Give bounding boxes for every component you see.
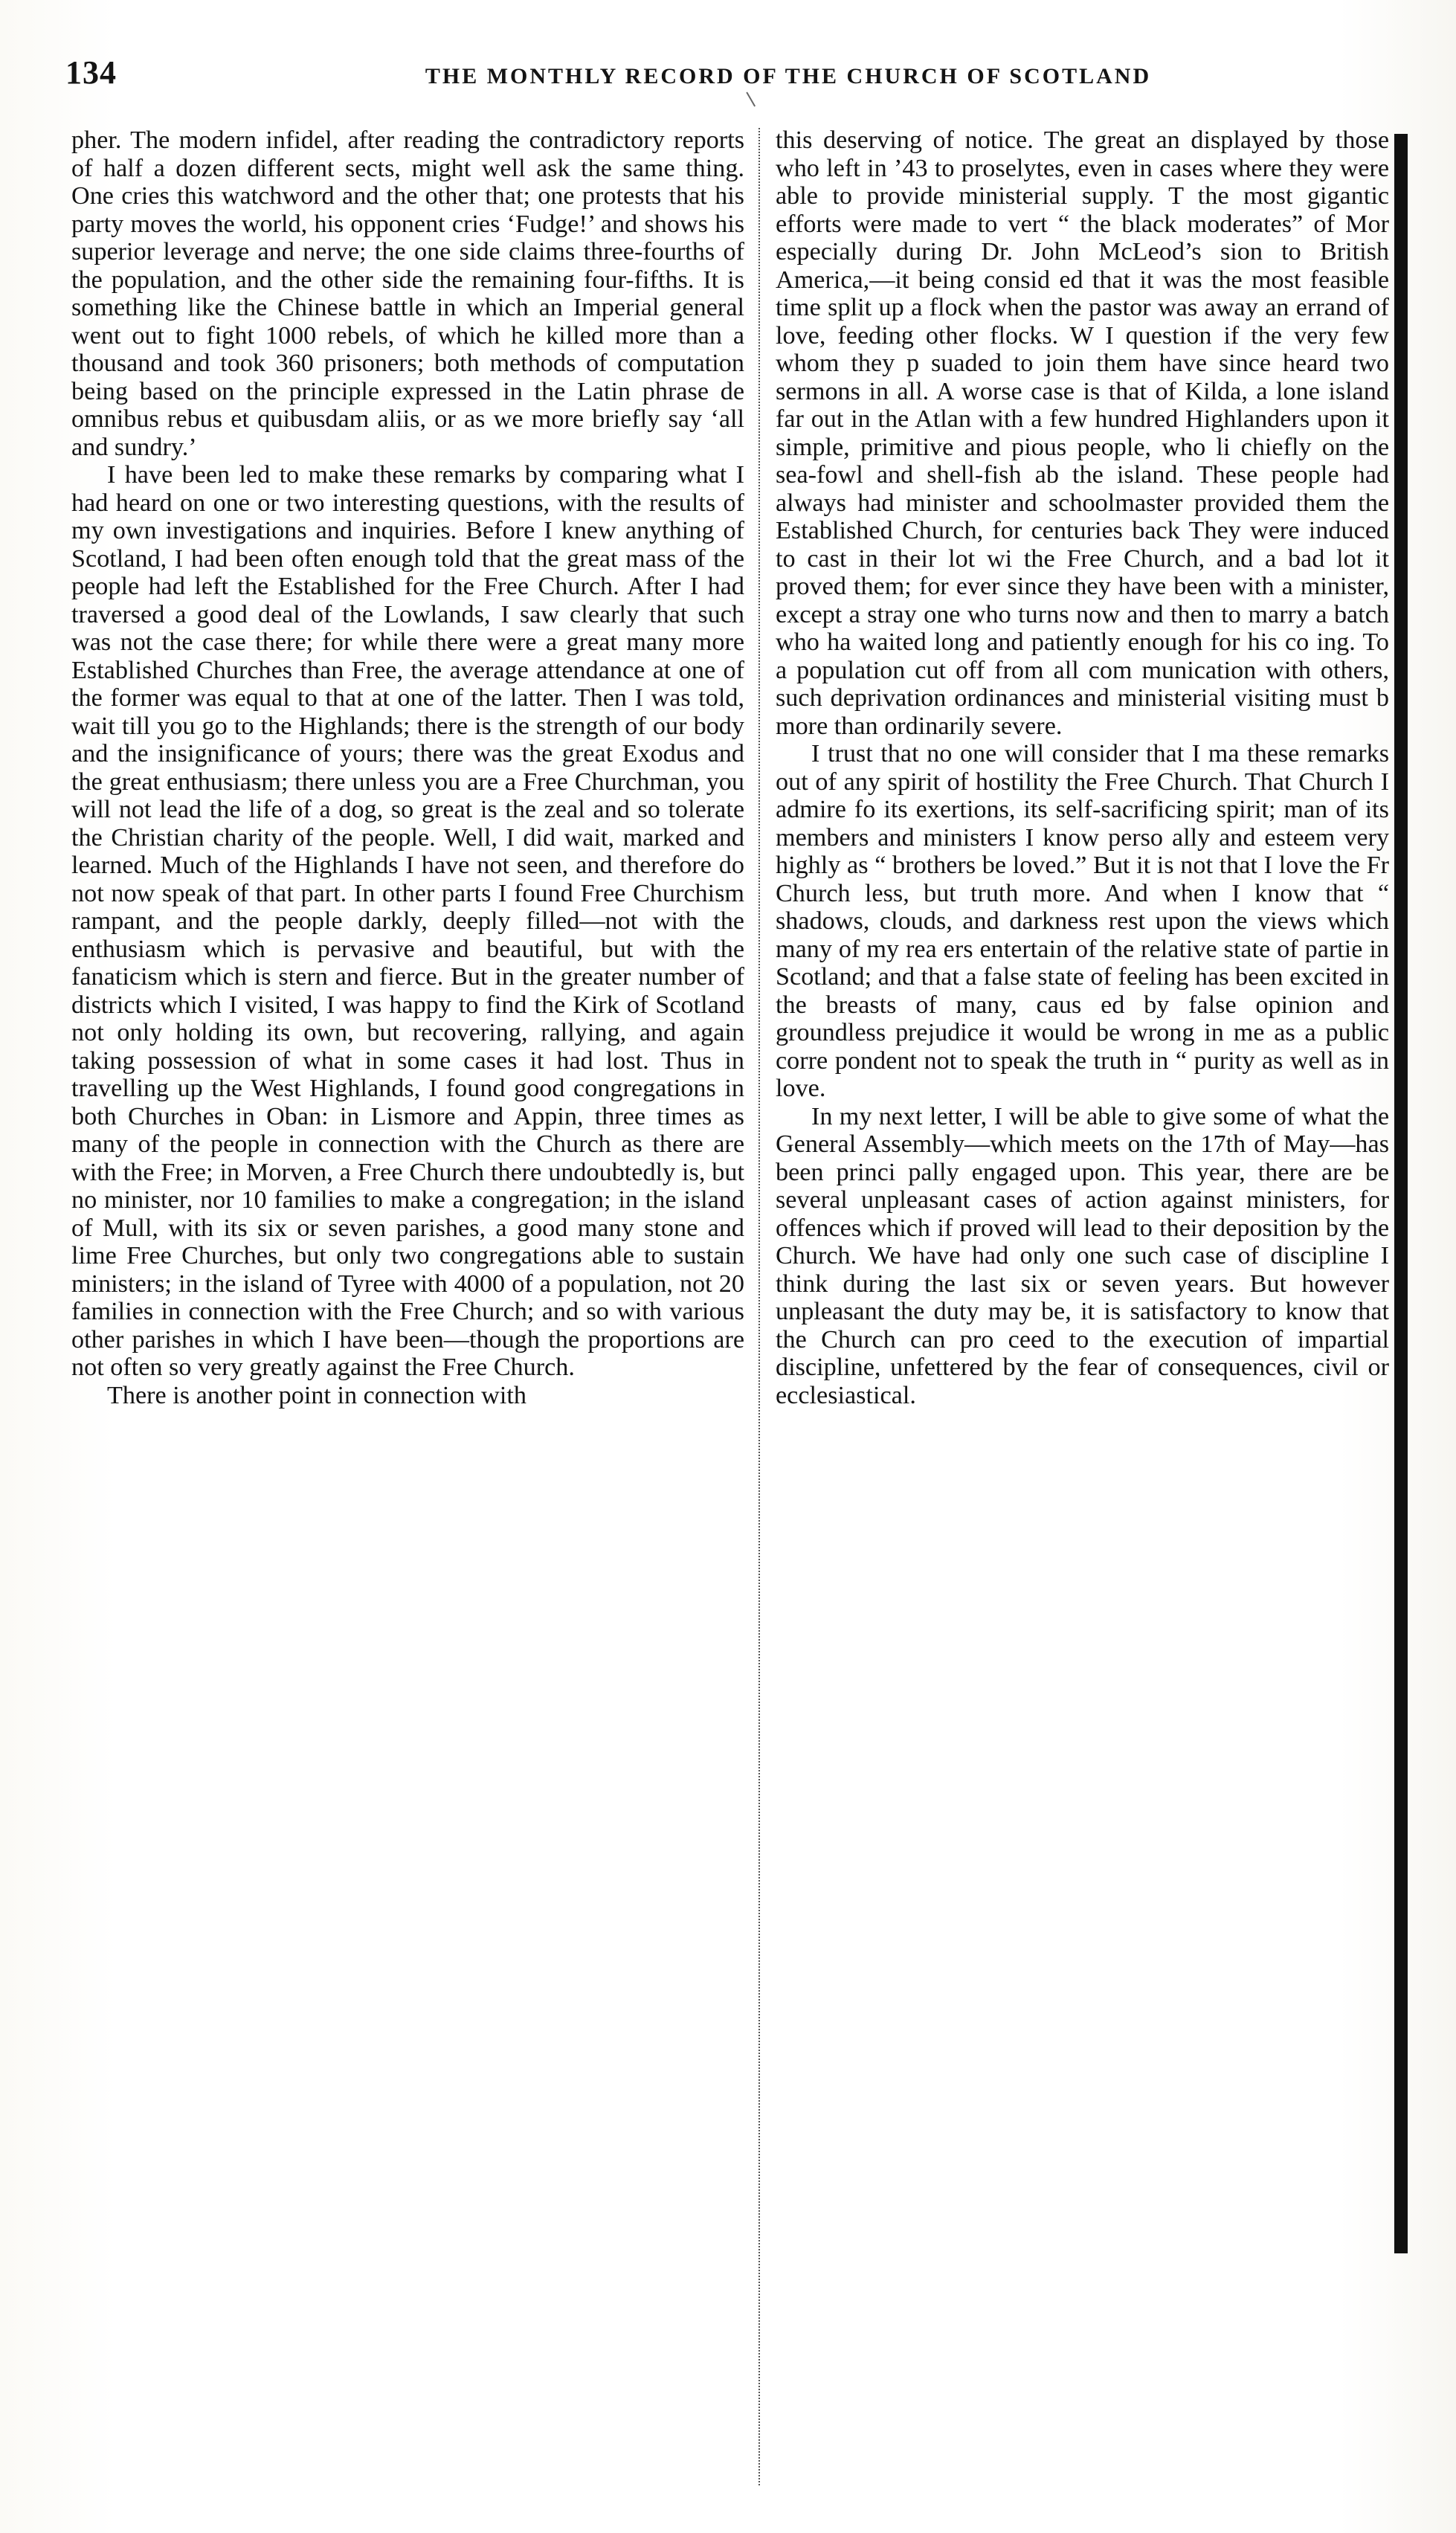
paragraph: There is another point in connection with (107, 1381, 526, 1409)
right-column (776, 126, 1389, 1409)
column-divider (758, 128, 760, 2485)
paragraph: In my next letter, I will be able to give some of what the General Assembly—which meets on the 17th of May—has been princi pally engaged upon. This year, there are be several unpleasant cases of action against ministers, for offences which if proved will lead to their deposition by the Church. We have had only one such case of discipline I think during the last six or seven years. But however unpleasant the duty may be, it is satisfactory to know that the Church can pro ceed to the execution of impartial discipline, unfettered by the fear of consequences, civil or ecclesiastical. (776, 1102, 1389, 1409)
binding-edge-shadow (1394, 134, 1408, 2253)
paragraph: I trust that no one will consider that I ma these remarks out of any spirit of hostility the Free Church. That Church I admire fo its exertions, its self-sacrificing spirit; man of its members and ministers I know perso ally and esteem very highly as “ brothers be loved.” But it is not that I love the Fr Church less, but truth more. And when I know that “ shadows, clouds, and darkness rest upon the views which many of my rea ers entertain of the relative state of partie in Scotland; and that a false state of feeling has been excited in the breasts of many, caus ed by false opinion and groundless prejudice it would be wrong in me as a public corre pondent not to speak the truth in “ purity as well as in love. (776, 740, 1389, 1102)
paragraph: pher. The modern infidel, after reading the contradictory reports of half a dozen different sects, might well ask the same thing. One cries this watchword and the other that; one protests that his party moves the world, his opponent cries ‘Fudge!’ and shows his superior leverage and nerve; the one side claims three-fourths of the population, and the other side the remaining four-fifths. It is something like the Chinese battle in which an Imperial general went out to fight 1000 rebels, of which he killed more than a thousand and took 360 prisoners; both methods of computation being based on the principle expressed in the Latin phrase de omnibus rebus et quibusdam aliis, or as we more briefly say ‘all and sundry.’ (71, 126, 744, 461)
left-column (71, 126, 744, 1409)
print-mark (746, 88, 761, 106)
running-title: THE MONTHLY RECORD OF THE CHURCH OF SCOTLAND (425, 64, 1152, 88)
paragraph: this deserving of notice. The great an displayed by those who left in ’43 to proselytes, even in cases where they were able to provide ministerial supply. T the most gigantic efforts were made to vert “ the black moderates” of Mor especially during Dr. John McLeod’s sion to British America,—it being consid ed that it was the most feasible time split up a flock when the pastor was away an errand of love, feeding other flocks. W I question if the very few whom they p suaded to join them have since heard two sermons in all. A worse case is that of Kilda, a lone island far out in the Atlan with a few hundred Highlanders upon it simple, primitive and pious people, who li chiefly on the sea-fowl and shell-fish ab the island. These people had always had minister and schoolmaster provided them the Established Church, for centuries back They were induced to cast in their lot wi the Free Church, and a bad lot it proved them; for ever since they have been with a minister, except a stray one who turns now and then to marry a batch who ha waited long and patiently enough for his co ing. To a population cut off from all com munication with others, such deprivation ordinances and ministerial visiting must b more than ordinarily severe. (776, 126, 1389, 740)
paragraph: I have been led to make these remarks by comparing what I had heard on one or two interesting questions, with the results of my own investigations and inquiries. Before I knew anything of Scotland, I had been often enough told that the great mass of the people had left the Established for the Free Church. After I had traversed a good deal of the Lowlands, I saw clearly that such was not the case there; for while there were a great many more Established Churches than Free, the average attendance at one of the former was equal to that at one of the latter. Then I was told, wait till you go to the Highlands; there is the strength of our body and the insignificance of yours; there was the great Exodus and the great enthusiasm; there unless you are a Free Churchman, you will not lead the life of a dog, so great is the zeal and so tolerate the Christian charity of the people. Well, I did wait, marked and learned. Much of the Highlands I have not seen, and therefore do not now speak of that part. In other parts I found Free Churchism rampant, and the people darkly, deeply filled—not with the enthusiasm which is pervasive and beautiful, but with the fanaticism which is stern and fierce. But in the greater number of districts which I visited, I was happy to find the Kirk of Scotland not only holding its own, but recovering, rallying, and again taking possession of what in some cases it had lost. Thus in travelling up the West Highlands, I found good congregations in both Churches in Oban: in Lismore and Appin, three times as many of the people in connection with the Church as there are with the Free; in Morven, a Free Church there undoubtedly is, but no minister, nor 10 families to make a congregation; in the island of Mull, with its six or seven parishes, a good many stone and lime Free Churches, but only two congregations able to sustain ministers; in the island of Tyree with 4000 of a population, not 20 families in connection with the Free Church; and so with various other parishes in which I have been—though the proportions are not often so very greatly against the Free Church. (71, 461, 744, 1381)
page-number: 134 (65, 54, 117, 91)
